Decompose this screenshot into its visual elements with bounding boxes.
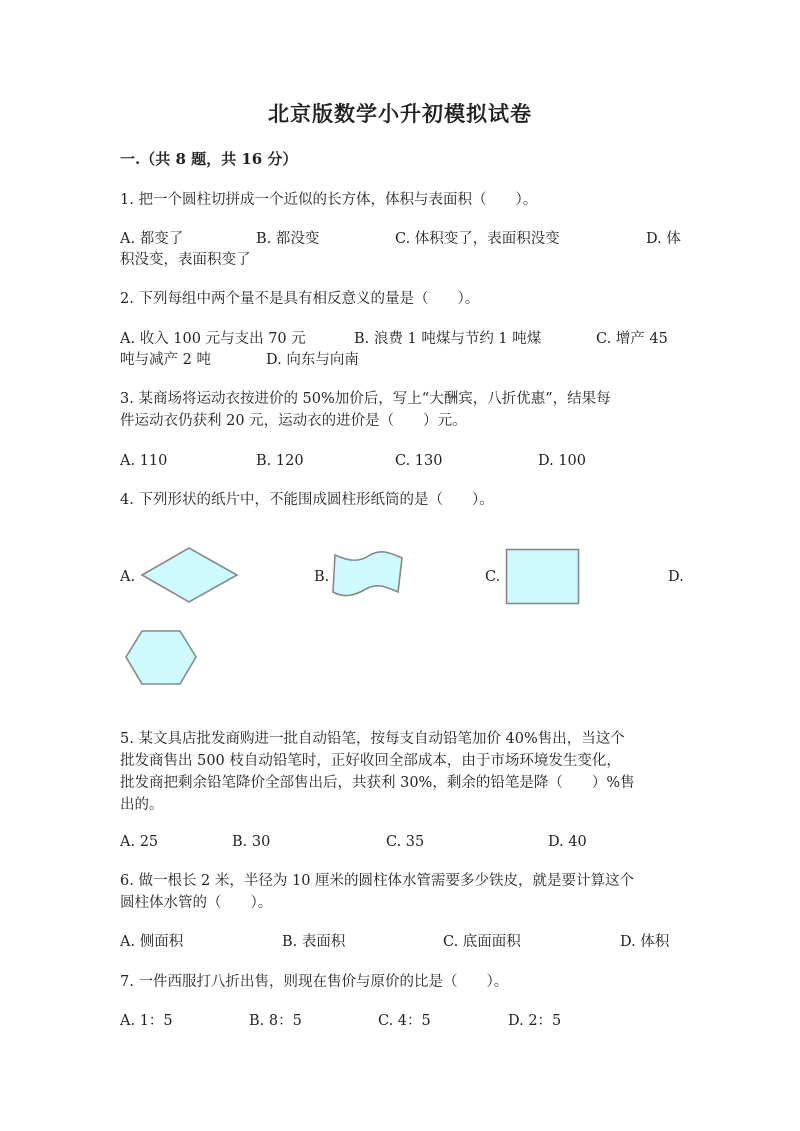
q6-option-d: D. 体积	[620, 934, 670, 950]
q6-option-b: B. 表面积	[282, 934, 346, 950]
q5-option-d: D. 40	[548, 834, 587, 850]
question-4-text: 4. 下列形状的纸片中，不能围成圆柱形纸筒的是（ ）。	[120, 492, 494, 508]
q6-option-c: C. 底面面积	[443, 934, 521, 950]
q7-option-a: A. 1：5	[120, 1013, 173, 1029]
q2-option-a: A. 收入 100 元与支出 70 元	[120, 331, 306, 347]
question-5-line-1: 5. 某文具店批发商购进一批自动铅笔，按每支自动铅笔加价 40%售出，当这个	[120, 731, 625, 747]
question-5-line-4: 出的。	[120, 797, 164, 813]
question-3-line-2: 件运动衣仍获利 20 元，运动衣的进价是（ ）元。	[120, 413, 467, 429]
q5-option-b: B. 30	[232, 834, 271, 850]
q1-option-d: D. 体	[646, 231, 681, 247]
q3-option-a: A. 110	[120, 453, 168, 469]
question-7-text: 7. 一件西服打八折出售，则现在售价与原价的比是（ ）。	[120, 974, 509, 990]
rhombus-shape	[140, 546, 240, 604]
q7-option-b: B. 8：5	[249, 1013, 302, 1029]
q3-option-c: C. 130	[395, 453, 443, 469]
section-heading: 一.（共 8 题，共 16 分）	[120, 150, 298, 168]
q7-option-c: C. 4：5	[378, 1013, 431, 1029]
q1-option-b: B. 都没变	[256, 231, 320, 247]
wavy-parallelogram-shape	[330, 552, 405, 602]
question-3-line-1: 3. 某商场将运动衣按进价的 50%加价后，写上“大酬宾，八折优惠”，结果每	[120, 391, 611, 407]
q5-option-c: C. 35	[386, 834, 425, 850]
q1-option-c: C. 体积变了，表面积没变	[395, 231, 560, 247]
question-5-line-3: 批发商把剩余铅笔降价全部售出后，共获利 30%，剩余的铅笔是降（ ）%售	[120, 775, 635, 791]
q1-option-a: A. 都变了	[120, 231, 184, 247]
q2-option-c-continued: 吨与减产 2 吨	[120, 352, 211, 368]
hexagon-shape	[124, 629, 199, 687]
question-1-text: 1. 把一个圆柱切拼成一个近似的长方体，体积与表面积（ ）。	[120, 192, 538, 208]
question-2-text: 2. 下列每组中两个量不是具有相反意义的量是（ ）。	[120, 291, 480, 307]
rectangle-shape	[505, 548, 581, 606]
q6-option-a: A. 侧面积	[120, 934, 184, 950]
q2-option-d: D. 向东与向南	[266, 352, 359, 368]
q2-option-c: C. 增产 45	[596, 331, 668, 347]
page-title: 北京版数学小升初模拟试卷	[268, 101, 532, 126]
q2-option-b: B. 浪费 1 吨煤与节约 1 吨煤	[354, 331, 542, 347]
q5-option-a: A. 25	[120, 834, 159, 850]
question-6-line-2: 圆柱体水管的（ ）。	[120, 895, 273, 911]
q7-option-d: D. 2：5	[508, 1013, 562, 1029]
q3-option-d: D. 100	[538, 453, 587, 469]
q1-option-d-continued: 积没变，表面积变了	[120, 252, 251, 268]
q4-option-d: D.	[668, 569, 684, 585]
q4-option-c: C.	[485, 569, 501, 585]
question-5-line-2: 批发商售出 500 枝自动铅笔时，正好收回全部成本，由于市场环境发生变化，	[120, 753, 621, 769]
q4-option-b: B.	[314, 569, 330, 585]
q3-option-b: B. 120	[256, 453, 304, 469]
question-6-line-1: 6. 做一根长 2 米，半径为 10 厘米的圆柱体水管需要多少铁皮，就是要计算这个	[120, 873, 635, 889]
q4-option-a: A.	[120, 569, 136, 585]
